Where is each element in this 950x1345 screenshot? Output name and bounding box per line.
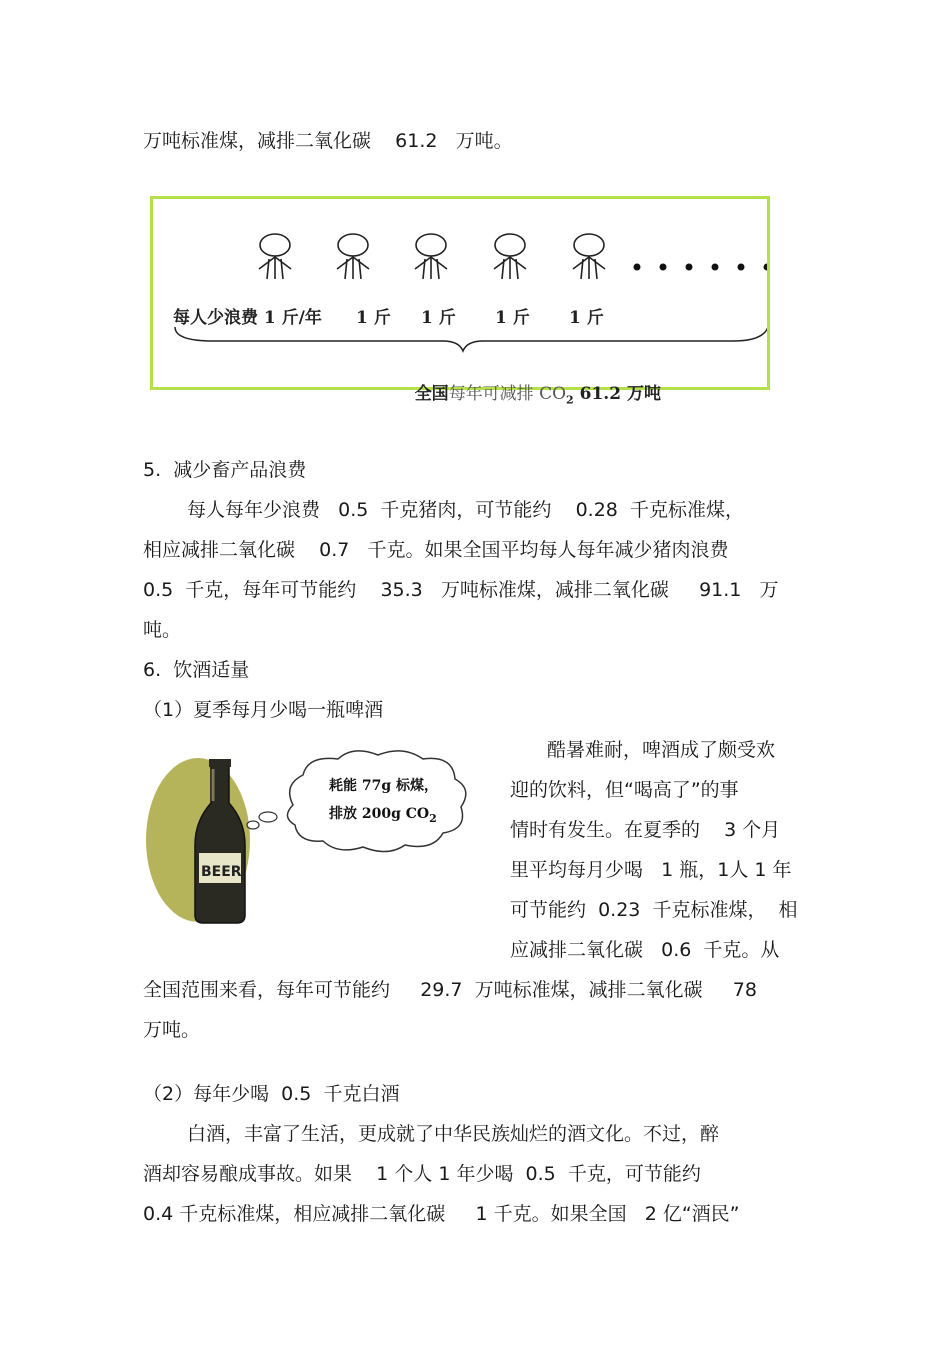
ellipsis-dot <box>712 264 719 271</box>
co2-subscript: 2 <box>429 811 437 825</box>
bottle-label: BEER <box>201 864 242 880</box>
paragraph-line: 每人每年少浪费 0.5 千克猪肉，可节能约 0.28 千克标准煤， <box>187 499 744 521</box>
paragraph-line: 万吨。 <box>143 1019 201 1041</box>
co2-subscript: 2 <box>566 393 574 407</box>
paragraph-line: 里平均每月少喝 1 瓶，1人 1 年 <box>510 859 792 881</box>
beer-figure <box>143 745 503 930</box>
paragraph-line: 白酒，丰富了生活，更成就了中华民族灿烂的酒文化。不过，醉 <box>187 1123 720 1145</box>
total-prefix: 全国 <box>414 384 449 404</box>
paragraph-line: 可节能约 0.23 千克标准煤， 相 <box>510 899 798 921</box>
subsection-heading: （1）夏季每月少喝一瓶啤酒 <box>143 699 384 721</box>
paragraph-line: 酒却容易酿成事故。如果 1 个人 1 年少喝 0.5 千克，可节能约 <box>143 1163 701 1185</box>
person-icon <box>337 234 369 279</box>
person-icon <box>573 234 605 279</box>
paragraph-line: 相应减排二氧化碳 0.7 千克。如果全国平均每人每年减少猪肉浪费 <box>143 539 729 561</box>
subsection-heading: （2）每年少喝 0.5 千克白酒 <box>143 1083 400 1105</box>
ellipsis-dot <box>686 264 693 271</box>
ellipsis-dot <box>764 264 768 271</box>
unit-label: 1 斤 <box>356 308 391 328</box>
paragraph-line: 万吨标准煤，减排二氧化碳 61.2 万吨。 <box>143 130 513 152</box>
ellipsis-dot <box>738 264 745 271</box>
total-label <box>391 359 661 426</box>
ellipsis-dot <box>660 264 667 271</box>
person-icon <box>494 234 526 279</box>
paragraph-line: 0.5 千克，每年可节能约 35.3 万吨标准煤，减排二氧化碳 91.1 万 <box>143 579 779 601</box>
person-icon <box>259 234 291 279</box>
unit-label: 1 斤 <box>421 308 456 328</box>
thought-cloud <box>287 751 465 852</box>
paragraph-line: 迎的饮料，但“喝高了”的事 <box>510 779 739 801</box>
person-icon <box>415 234 447 279</box>
beer-bottle-icon <box>143 745 503 930</box>
unit-label: 1 斤 <box>495 308 530 328</box>
total-value: 61.2 万吨 <box>573 384 661 404</box>
total-gray: 每年可减排 CO <box>448 384 567 404</box>
per-person-label: 每人少浪费 1 斤/年 <box>173 308 322 328</box>
cloud-line-1: 耗能 77g 标煤， <box>329 778 439 794</box>
ellipsis-dot <box>634 264 641 271</box>
paragraph-line: 全国范围来看，每年可节能约 29.7 万吨标准煤，减排二氧化碳 78 <box>143 979 757 1001</box>
section-heading: 6. 饮酒适量 <box>143 659 250 681</box>
unit-label: 1 斤 <box>569 308 604 328</box>
paragraph-line: 应减排二氧化碳 0.6 千克。从 <box>510 939 780 961</box>
cloud-line-2-text: 排放 200g CO <box>329 806 430 822</box>
paragraph-line: 情时有发生。在夏季的 3 个月 <box>510 819 781 841</box>
paragraph-line: 酷暑难耐，啤酒成了颇受欢 <box>547 739 776 761</box>
cloud-line-2 <box>329 803 437 825</box>
waste-reduction-figure <box>150 196 770 407</box>
paragraph-line: 吨。 <box>143 619 182 641</box>
section-heading: 5. 减少畜产品浪费 <box>143 459 307 481</box>
paragraph-line: 0.4 千克标准煤，相应减排二氧化碳 1 千克。如果全国 2 亿“酒民” <box>143 1203 740 1225</box>
